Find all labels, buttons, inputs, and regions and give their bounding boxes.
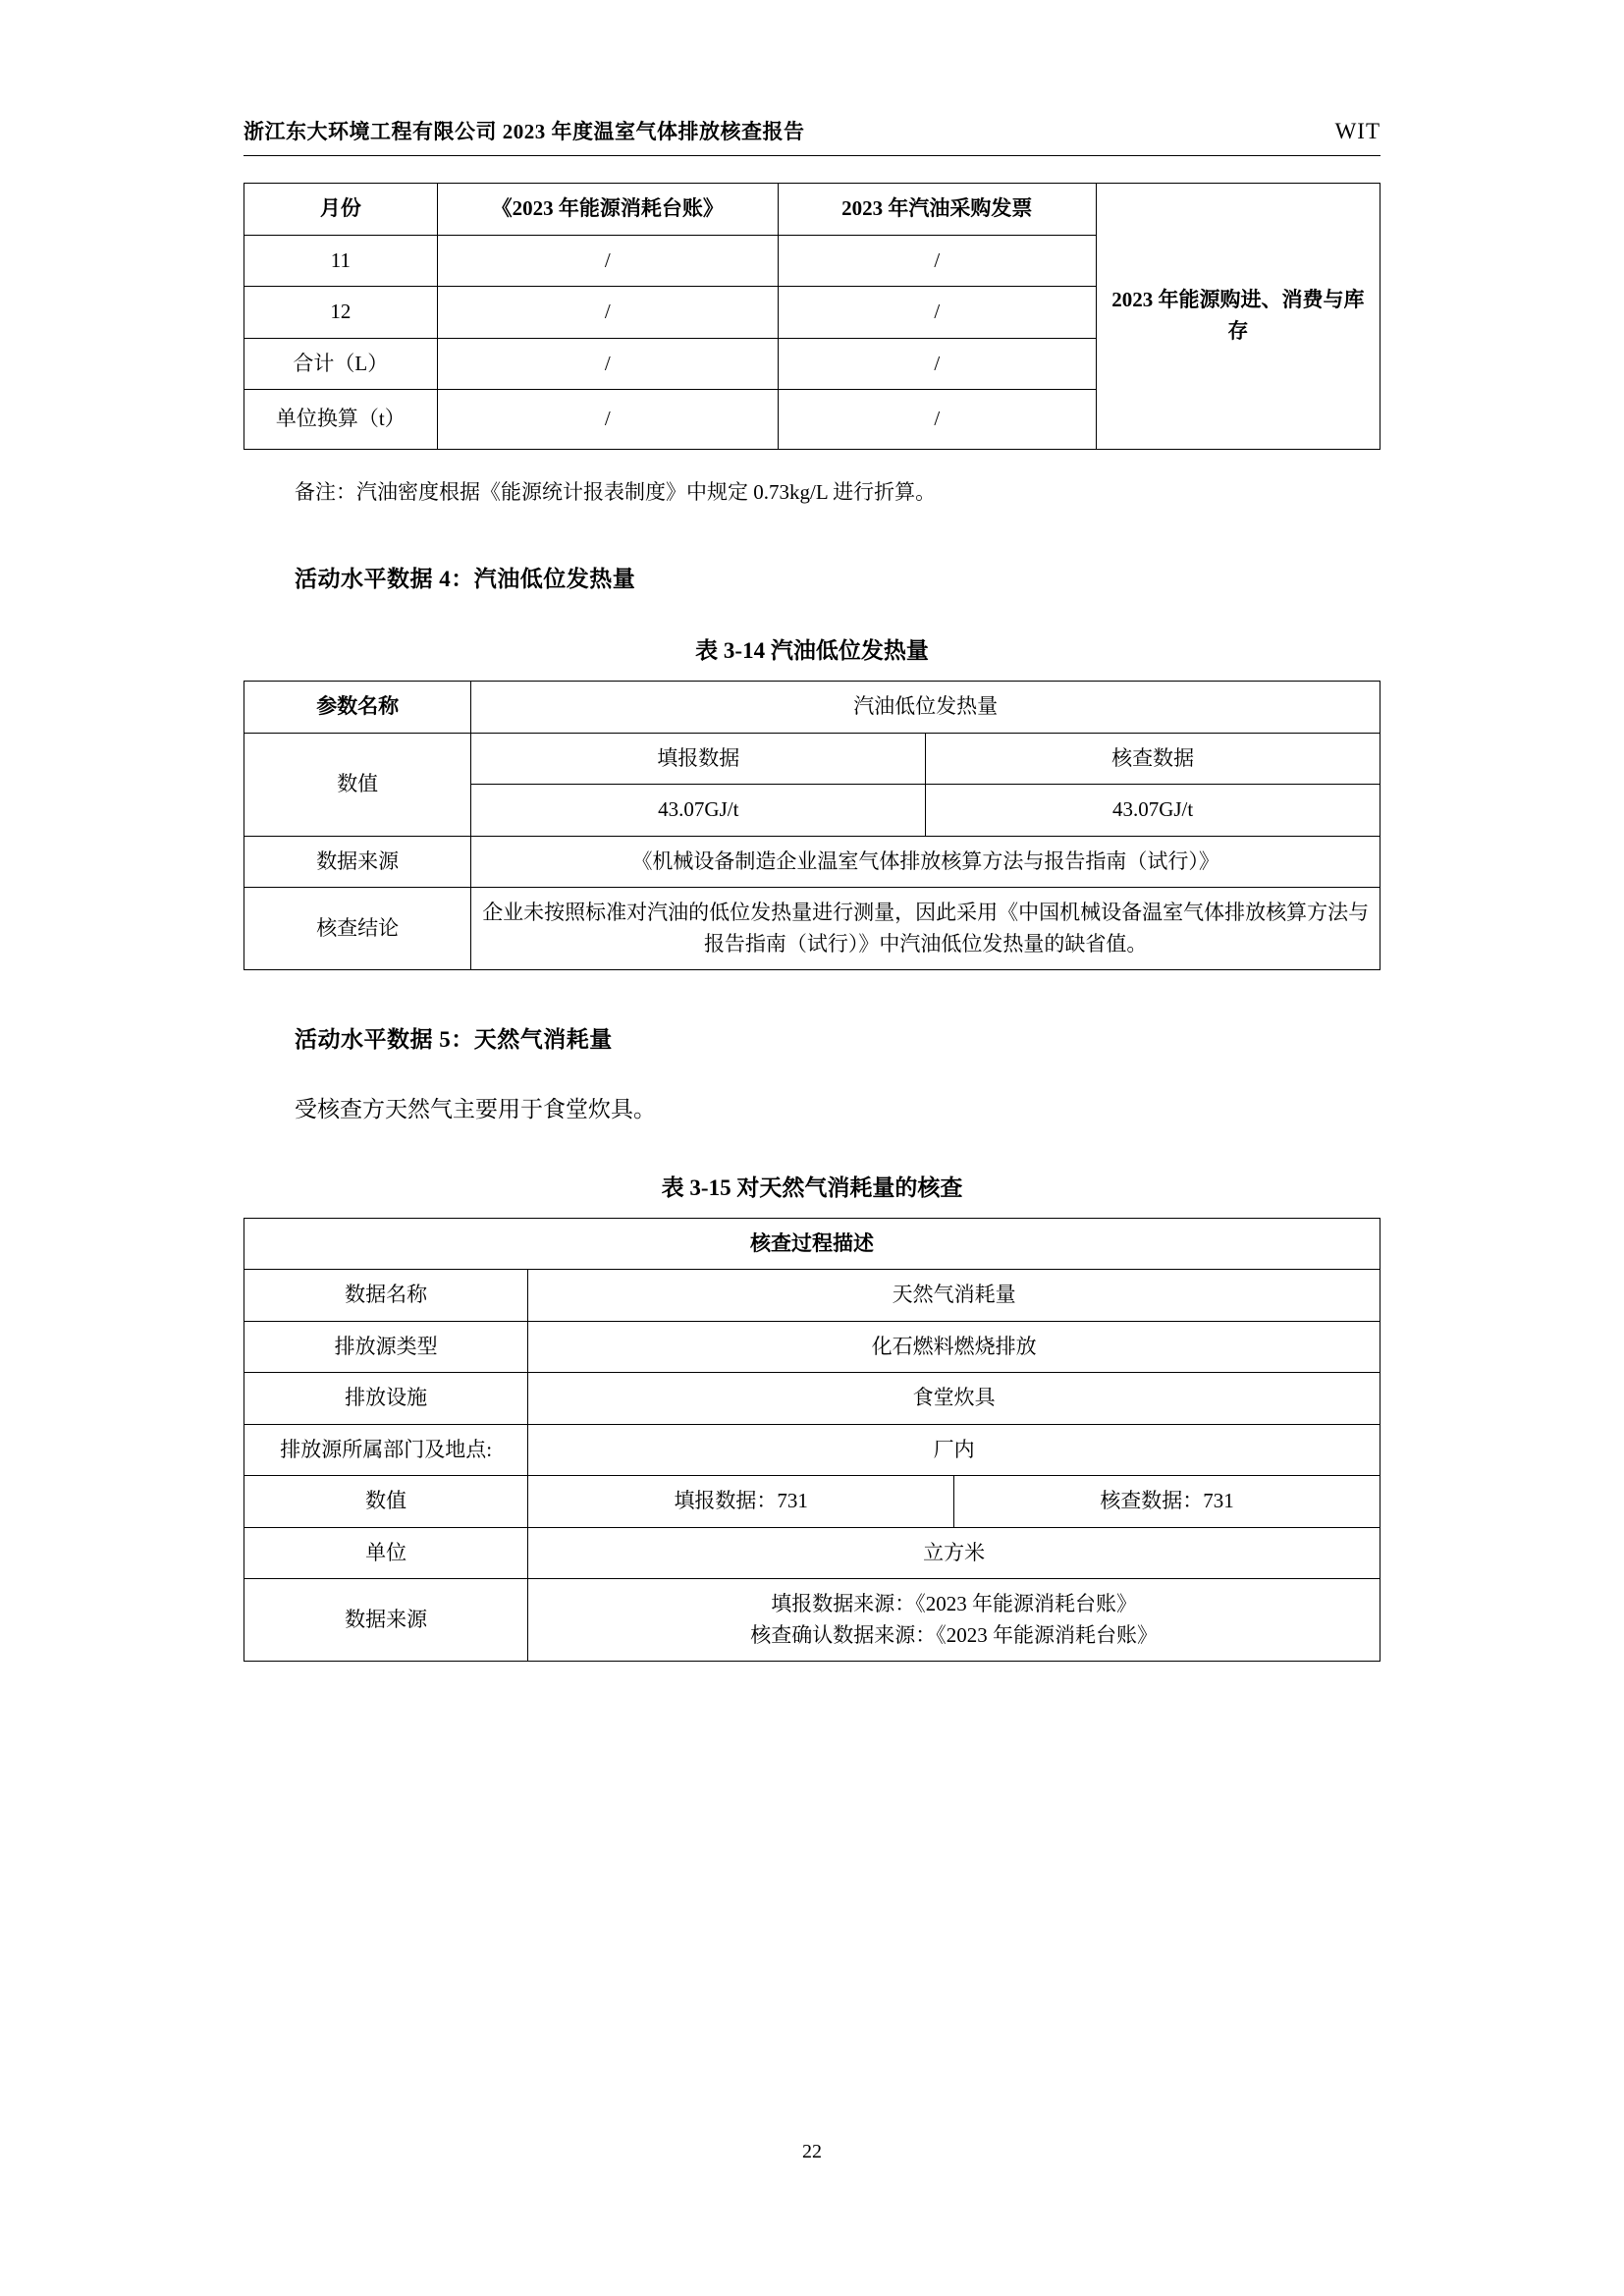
cell-ledger: / <box>437 287 778 339</box>
header-right-label: WIT <box>1334 119 1380 143</box>
value-data-source: 《机械设备制造企业温室气体排放核算方法与报告指南（试行）》 <box>471 836 1380 888</box>
table-row <box>244 1321 1380 1373</box>
row-label-total: 合计（L） <box>244 338 438 390</box>
section-heading-activity-4: 活动水平数据 4：汽油低位发热量 <box>295 567 636 592</box>
table-row <box>244 1527 1380 1579</box>
table-caption-3-14: 表 3-14 汽油低位发热量 <box>695 638 929 664</box>
value-filled-data: 43.07GJ/t <box>471 785 926 837</box>
table-row <box>244 733 1380 785</box>
value-department-location: 厂内 <box>528 1424 1380 1476</box>
row-label: 11 <box>244 235 438 287</box>
table-row <box>244 1218 1380 1270</box>
paragraph-natural-gas-use: 受核查方天然气主要用于食堂炊具。 <box>295 1097 656 1122</box>
gasoline-lhv-table <box>244 681 1380 970</box>
table-row <box>244 682 1380 734</box>
value-unit: 立方米 <box>528 1527 1380 1579</box>
label-department-location: 排放源所属部门及地点: <box>244 1424 528 1476</box>
source-line-filled: 填报数据来源：《2023 年能源消耗台账》 <box>771 1592 1137 1616</box>
label-data-source: 数据来源 <box>244 1579 528 1662</box>
title-verification-process: 核查过程描述 <box>244 1218 1380 1270</box>
section-heading-activity-5: 活动水平数据 5：天然气消耗量 <box>295 1027 613 1053</box>
label-value: 数值 <box>244 733 471 836</box>
value-emission-source-type: 化石燃料燃烧排放 <box>528 1321 1380 1373</box>
table-caption-3-15: 表 3-15 对天然气消耗量的核查 <box>661 1175 963 1200</box>
col-header-purchase-consumption-stock: 2023 年能源购进、消费与库存 <box>1096 184 1380 450</box>
col-header-filled-data: 填报数据 <box>471 733 926 785</box>
cell-invoice: / <box>778 390 1096 450</box>
value-data-source <box>528 1579 1380 1662</box>
cell-ledger: / <box>437 235 778 287</box>
cell-invoice: / <box>778 287 1096 339</box>
value-verified-data: 核查数据：731 <box>954 1476 1380 1528</box>
value-verification-conclusion: 企业未按照标准对汽油的低位发热量进行测量，因此采用《中国机械设备温室气体排放核算方法与报告指南（试行）》中汽油低位发热量的缺省值。 <box>471 888 1380 970</box>
label-emission-source-type: 排放源类型 <box>244 1321 528 1373</box>
label-unit: 单位 <box>244 1527 528 1579</box>
table-row <box>244 1270 1380 1322</box>
table-note: 备注：汽油密度根据《能源统计报表制度》中规定 0.73kg/L 进行折算。 <box>295 479 937 504</box>
header-divider <box>244 155 1380 156</box>
table-header-row <box>244 184 1380 236</box>
gasoline-monthly-table <box>244 183 1380 450</box>
source-line-verified: 核查确认数据来源：《2023 年能源消耗台账》 <box>750 1622 1158 1647</box>
value-filled-data: 填报数据：731 <box>528 1476 954 1528</box>
page-header <box>244 116 1380 145</box>
table-row <box>244 836 1380 888</box>
table-row <box>244 1373 1380 1425</box>
natural-gas-verification-table <box>244 1218 1380 1663</box>
col-header-ledger: 《2023 年能源消耗台账》 <box>437 184 778 236</box>
label-parameter-name: 参数名称 <box>244 682 471 734</box>
header-title: 浙江东大环境工程有限公司 2023 年度温室气体排放核查报告 <box>244 120 805 143</box>
cell-ledger: / <box>437 338 778 390</box>
col-header-month: 月份 <box>244 184 438 236</box>
row-label: 12 <box>244 287 438 339</box>
col-header-verified-data: 核查数据 <box>926 733 1380 785</box>
label-verification-conclusion: 核查结论 <box>244 888 471 970</box>
value-emission-facility: 食堂炊具 <box>528 1373 1380 1425</box>
cell-ledger: / <box>437 390 778 450</box>
value-verified-data: 43.07GJ/t <box>926 785 1380 837</box>
cell-invoice: / <box>778 338 1096 390</box>
label-emission-facility: 排放设施 <box>244 1373 528 1425</box>
table-row <box>244 1424 1380 1476</box>
label-data-source: 数据来源 <box>244 836 471 888</box>
table-row <box>244 888 1380 970</box>
label-value: 数值 <box>244 1476 528 1528</box>
row-label-unit-conversion: 单位换算（t） <box>244 390 438 450</box>
value-data-name: 天然气消耗量 <box>528 1270 1380 1322</box>
value-parameter-name: 汽油低位发热量 <box>471 682 1380 734</box>
col-header-invoice: 2023 年汽油采购发票 <box>778 184 1096 236</box>
page-number: 22 <box>802 2141 822 2162</box>
cell-invoice: / <box>778 235 1096 287</box>
label-data-name: 数据名称 <box>244 1270 528 1322</box>
table-row <box>244 1476 1380 1528</box>
table-row <box>244 1579 1380 1662</box>
page-content <box>244 183 1380 1662</box>
